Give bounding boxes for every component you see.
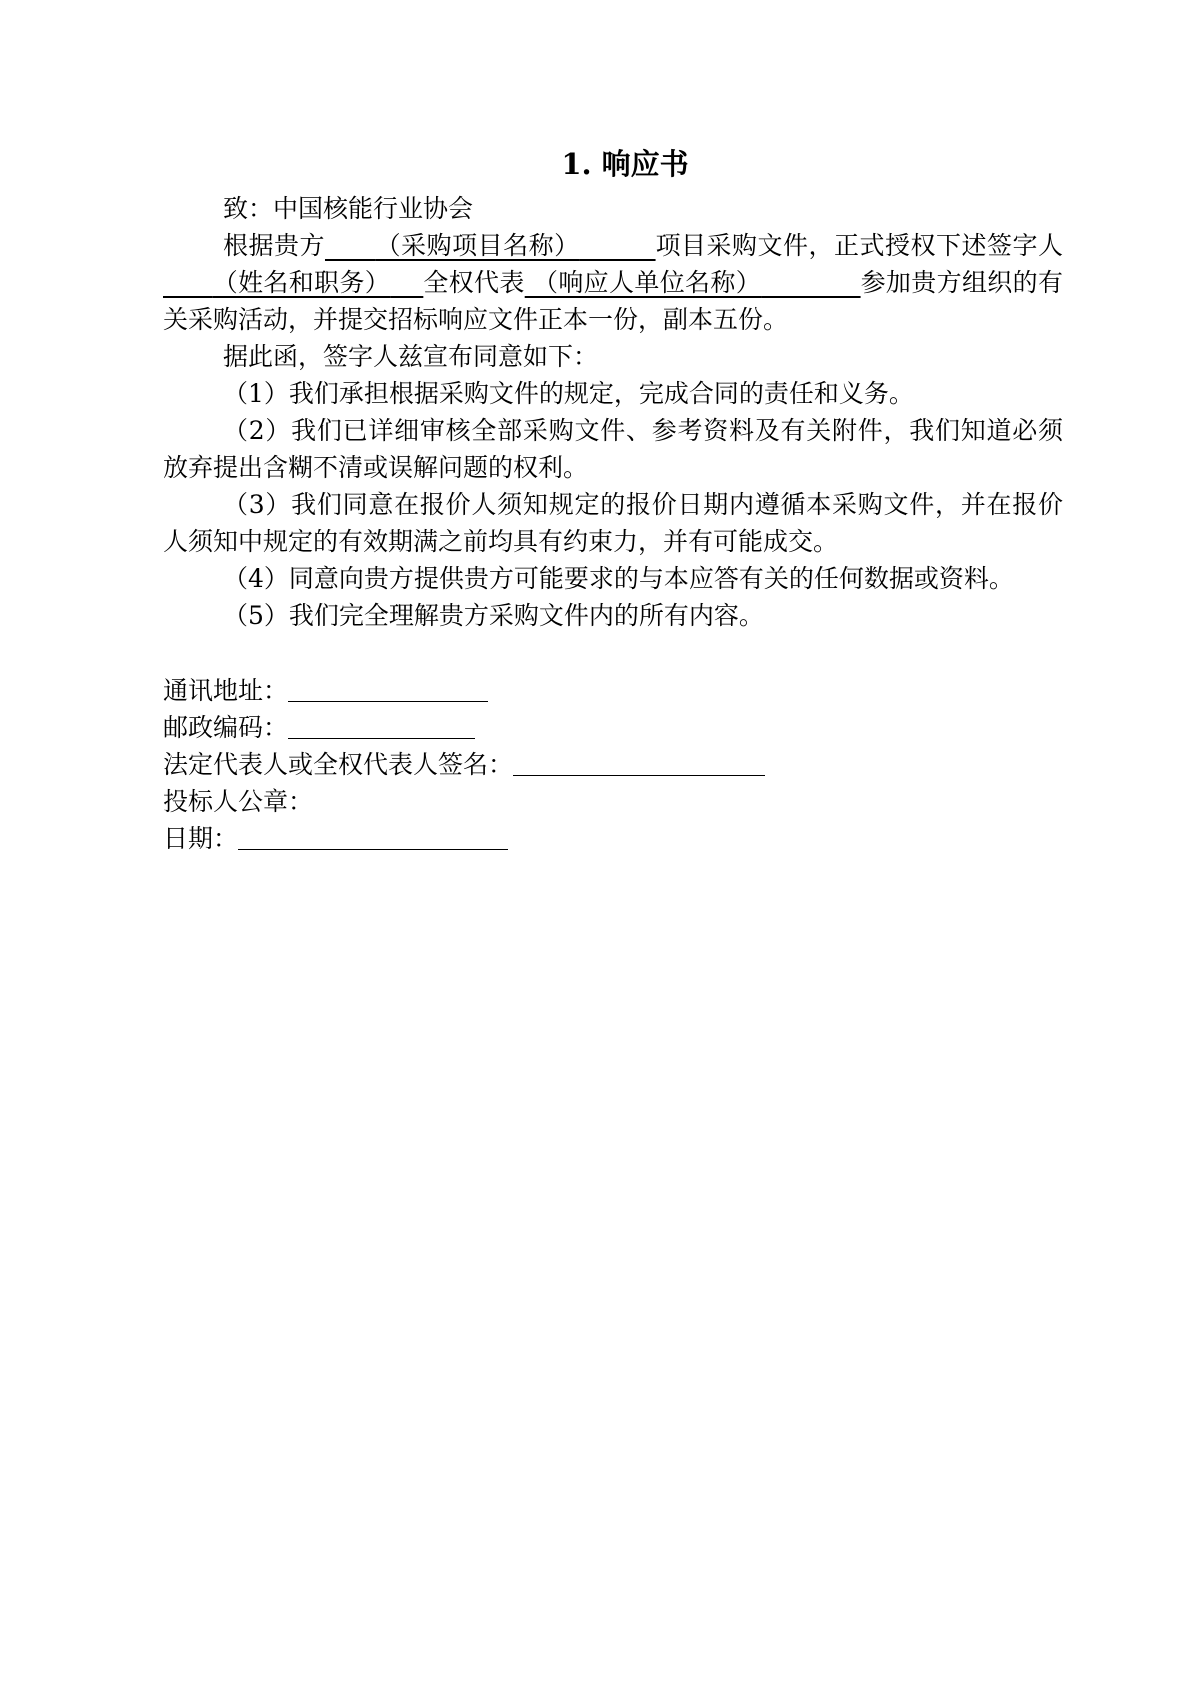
authorization-paragraph: [163, 227, 1063, 338]
seal-field: 投标人公章：: [163, 787, 314, 816]
auth-text-2: 项目采购文件，正式授权下述签字人: [655, 231, 1063, 260]
addressee: 致：中国核能行业协会: [223, 194, 474, 223]
clause-5: （5）我们完全理解贵方采购文件内的所有内容。: [223, 601, 764, 630]
declaration: 据此函，签字人兹宣布同意如下：: [223, 342, 599, 371]
address-blank[interactable]: [288, 677, 488, 702]
letter-body: [163, 190, 1063, 857]
company-name-blank: （响应人单位名称）: [533, 268, 762, 297]
auth-text-3: 全权代表: [423, 268, 525, 297]
clause-2: （2）我们已详细审核全部采购文件、参考资料及有关附件，我们知道必须放弃提出含糊不清或误解问题的权利。: [163, 416, 1063, 482]
clause-3: （3）我们同意在报价人须知规定的报价日期内遵循本采购文件，并在报价人须知中规定的有效期满之前均具有约束力，并有可能成交。: [163, 490, 1063, 556]
signer-name-blank: （姓名和职务）: [212, 268, 391, 297]
date-blank[interactable]: [238, 825, 508, 850]
address-field: 通讯地址：: [163, 672, 1063, 709]
signature-blank[interactable]: [513, 751, 765, 776]
clause-4: （4）同意向贵方提供贵方可能要求的与本应答有关的任何数据或资料。: [223, 564, 1014, 593]
signature-field: 法定代表人或全权代表人签名：: [163, 746, 1063, 783]
auth-text-4: 参加贵方组织的有关采购活动，并提交招标响应文件正本一份，副本五份。: [163, 268, 1063, 334]
clause-1: （1）我们承担根据采购文件的规定，完成合同的责任和义务。: [223, 379, 914, 408]
project-name-blank: （采购项目名称）: [375, 231, 580, 260]
postcode-field: 邮政编码：: [163, 709, 1063, 746]
postcode-blank[interactable]: [288, 714, 475, 739]
signature-block: [163, 672, 1063, 857]
page-title: 1. 响应书: [561, 147, 689, 181]
date-field: 日期：: [163, 820, 1063, 857]
auth-text-1: 根据贵方: [223, 231, 325, 260]
